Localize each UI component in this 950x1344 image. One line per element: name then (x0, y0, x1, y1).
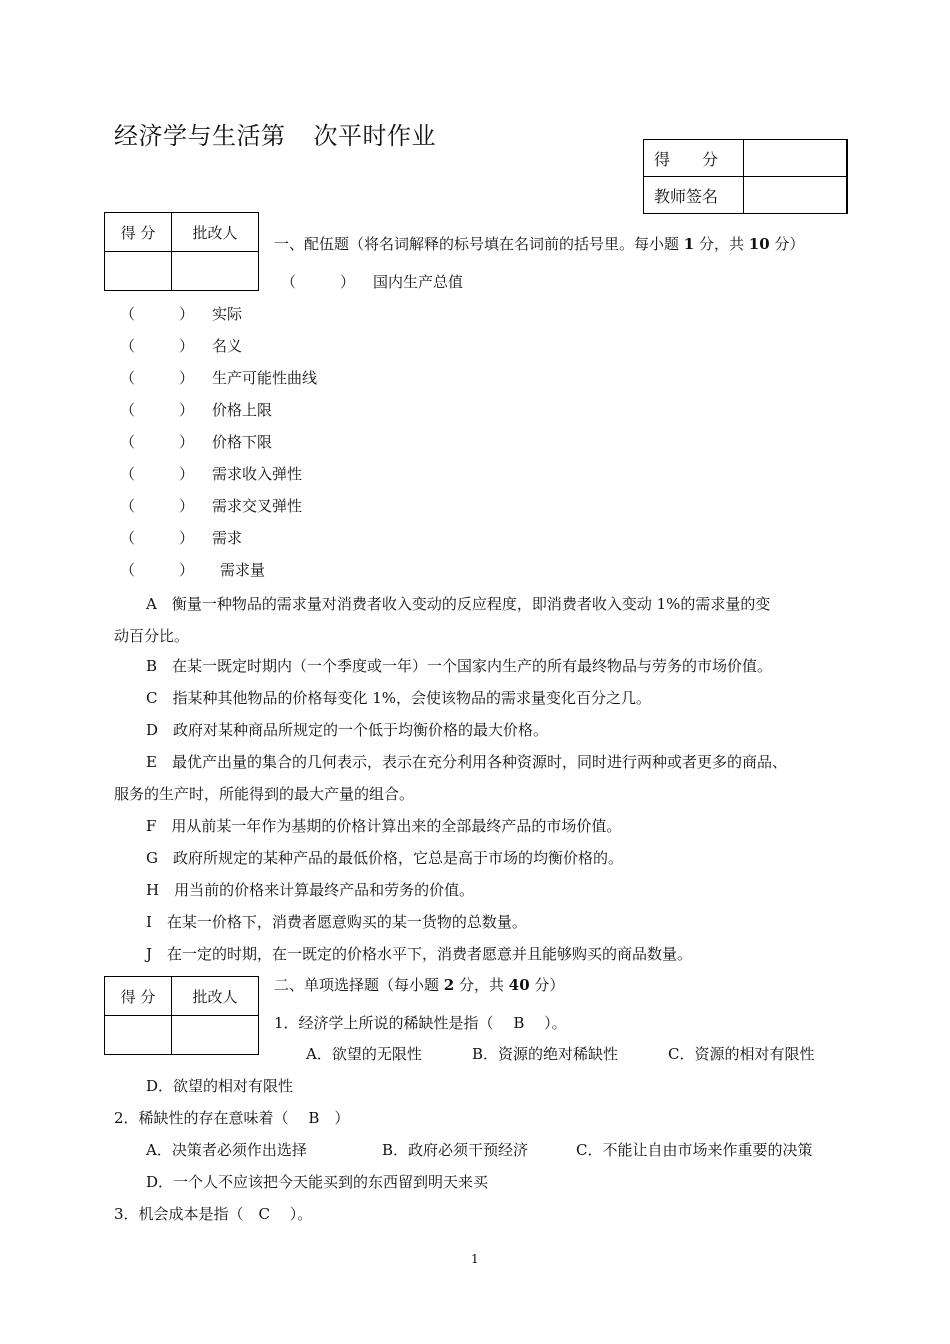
definition-text: 服务的生产时，所能得到的最大产量的组合。 (114, 785, 415, 803)
q1-option-a: A．欲望的无限性 (306, 1045, 422, 1063)
match-item: （ ） 需求量 (120, 561, 266, 579)
title-part-1: 经济学与生活第 (114, 122, 286, 150)
question-2: 2．稀缺性的存在意味着（ B ） (114, 1109, 350, 1127)
q1-option-d: D．欲望的相对有限性 (146, 1077, 294, 1095)
section2-heading: 二、单项选择题（每小题 2 分，共 40 分） (274, 976, 565, 994)
q1-option-c: C．资源的相对有限性 (668, 1045, 815, 1063)
q2-option-c: C．不能让自由市场来作重要的决策 (576, 1141, 813, 1159)
page-title (114, 116, 436, 151)
question-1: 1．经济学上所说的稀缺性是指（ B ）。 (274, 1014, 567, 1032)
definition-text: G 政府所规定的某种产品的最低价格，它总是高于市场的均衡价格的。 (146, 849, 623, 867)
q2-option-a: A．决策者必须作出选择 (146, 1141, 307, 1159)
definition-text: A 衡量一种物品的需求量对消费者收入变动的反应程度，即消费者收入变动 1%的需求量的变 (146, 595, 771, 613)
definition-text: B 在某一既定时期内（一个季度或一年）一个国家内生产的所有最终物品与劳务的市场价值。 (146, 657, 773, 675)
page-number: 1 (471, 1252, 479, 1266)
match-item: （ ） 需求交叉弹性 (120, 497, 303, 515)
definition-text: F 用从前某一年作为基期的价格计算出来的全部最终产品的市场价值。 (146, 817, 622, 835)
definition-text: I 在某一价格下，消费者愿意购买的某一货物的总数量。 (146, 913, 527, 931)
grade-grader-cell[interactable] (172, 252, 259, 291)
teacher-signature-field[interactable] (744, 177, 848, 214)
match-item: （ ） 价格下限 (120, 433, 273, 451)
grade-table-1 (104, 212, 259, 291)
definition-text: J 在一定的时期，在一既定的价格水平下，消费者愿意并且能够购买的商品数量。 (146, 945, 693, 963)
match-item: （ ） 需求收入弹性 (120, 465, 303, 483)
grade-grader-header: 批改人 (172, 213, 259, 252)
grade-score-cell[interactable] (105, 252, 172, 291)
title-part-2: 次平时作业 (313, 122, 436, 150)
q2-option-b: B．政府必须干预经济 (382, 1141, 529, 1159)
definition-text: E 最优产出量的集合的几何表示，表示在充分利用各种资源时，同时进行两种或者更多的商品、 (146, 753, 787, 771)
match-item: （ ） 国内生产总值 (281, 273, 464, 291)
grade-score-header: 得 分 (105, 977, 172, 1016)
q2-option-d: D．一个人不应该把今天能买到的东西留到明天来买 (146, 1173, 489, 1191)
match-item: （ ） 价格上限 (120, 401, 273, 419)
definition-text: H 用当前的价格来计算最终产品和劳务的价值。 (146, 881, 475, 899)
definition-text: D 政府对某种商品所规定的一个低于均衡价格的最大价格。 (146, 721, 549, 739)
teacher-signature-label: 教师签名 (644, 177, 744, 214)
definition-text: C 指某种其他物品的价格每变化 1%，会使该物品的需求量变化百分之几。 (146, 689, 652, 707)
score-field[interactable] (744, 140, 848, 177)
grade-grader-cell[interactable] (172, 1016, 259, 1055)
question-3: 3．机会成本是指（ C ）。 (114, 1205, 313, 1223)
q1-option-b: B．资源的绝对稀缺性 (472, 1045, 619, 1063)
grade-grader-header: 批改人 (172, 977, 259, 1016)
match-item: （ ） 生产可能性曲线 (120, 369, 318, 387)
score-signature-table (643, 139, 848, 214)
match-item: （ ） 需求 (120, 529, 243, 547)
section1-heading: 一、配伍题（将名词解释的标号填在名词前的括号里。每小题 1 分，共 10 分） (274, 235, 805, 253)
grade-score-cell[interactable] (105, 1016, 172, 1055)
grade-table-2 (104, 976, 259, 1055)
score-label: 得 分 (644, 140, 744, 177)
definition-text: 动百分比。 (114, 627, 190, 645)
match-item: （ ） 名义 (120, 337, 243, 355)
match-item: （ ） 实际 (120, 305, 243, 323)
grade-score-header: 得 分 (105, 213, 172, 252)
